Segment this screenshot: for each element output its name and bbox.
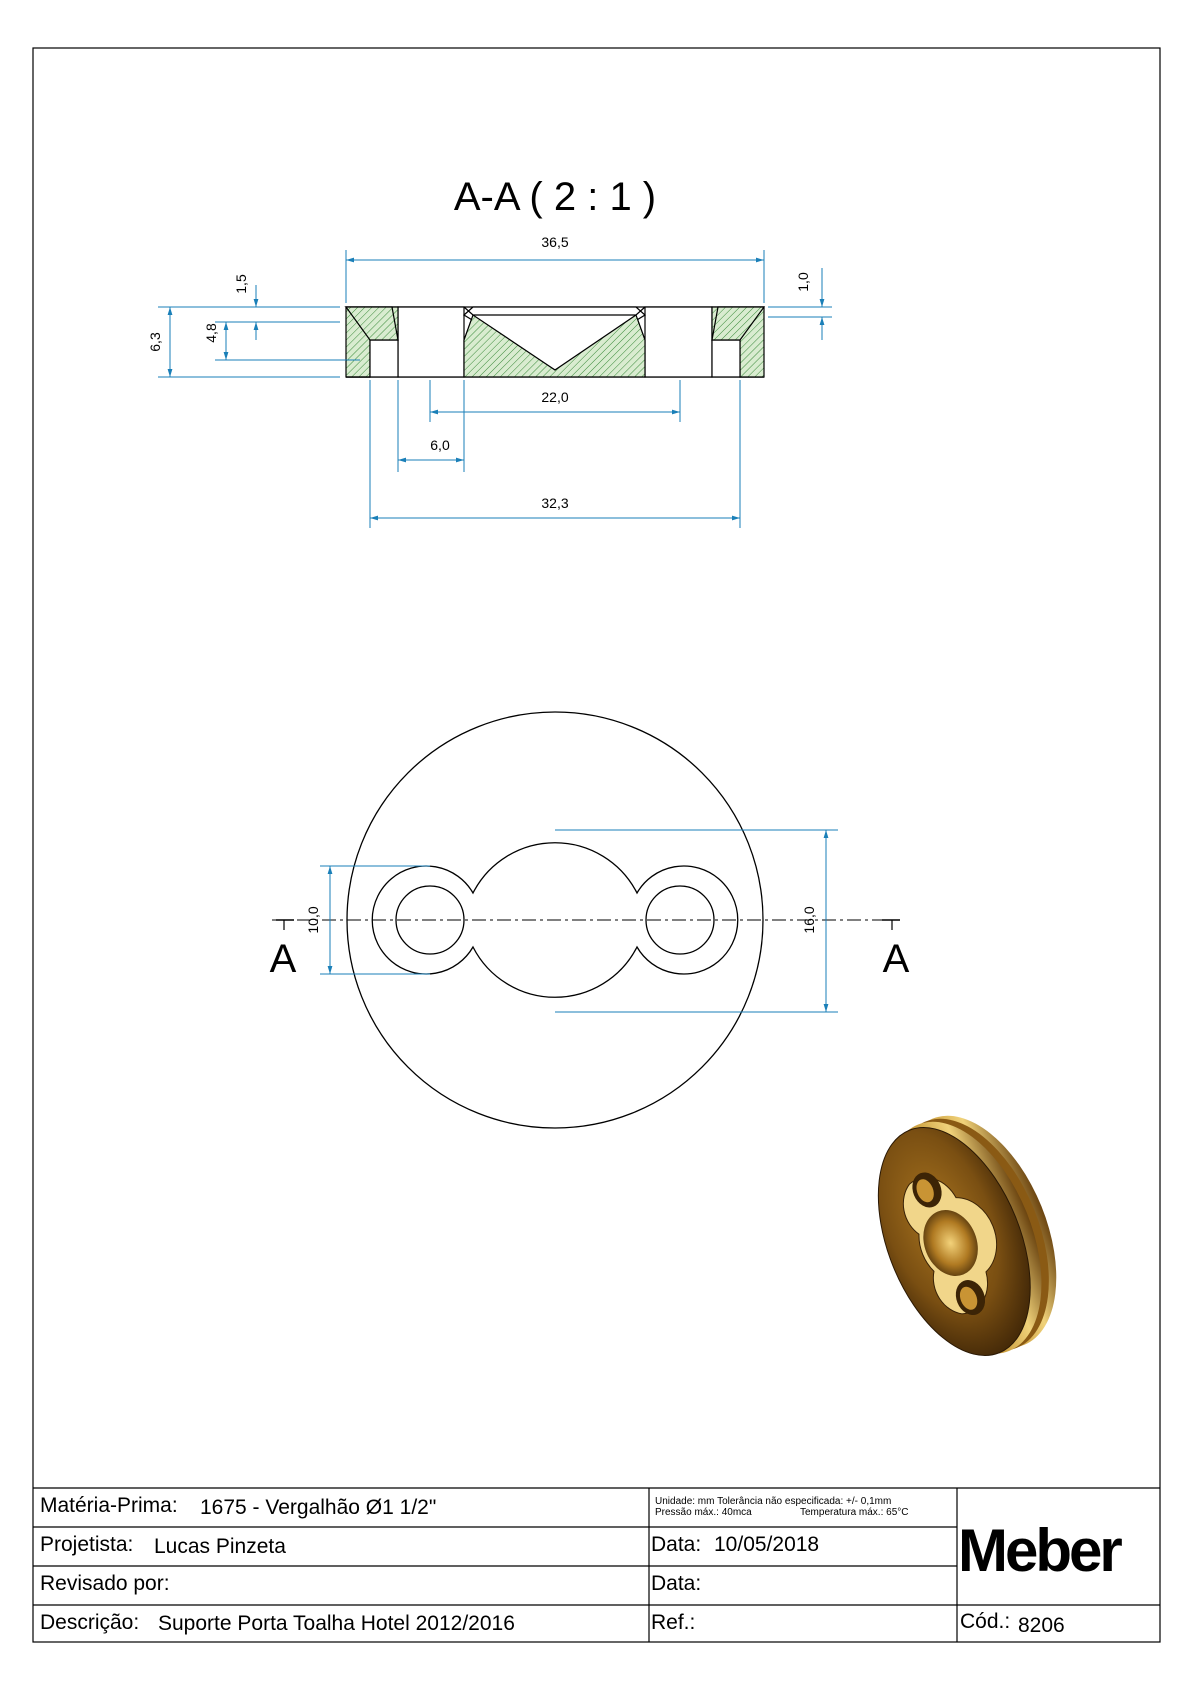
dim-hole-width-label: 6,0 [430,437,450,453]
plan-view [270,712,910,1128]
dim-total-height-label: 6,3 [147,332,163,352]
dim-overall-width-label: 36,5 [541,234,569,250]
isometric-render [847,1093,1087,1379]
dim-top-step-left-label: 1,5 [233,274,249,294]
ref-label: Ref.: [651,1611,696,1634]
dim-total-height [158,307,340,377]
material-value: 1675 - Vergalhão Ø1 1/2" [200,1496,437,1519]
dim-center-width-label: 22,0 [541,389,569,405]
description-label: Descrição: [40,1611,140,1634]
cut-label-left: A [269,937,297,981]
notes-line-2a: Pressão máx.: 40mca [655,1507,752,1518]
dim-center-dia-label: 16,0 [801,906,817,934]
date2-label: Data: [651,1572,702,1595]
designer-label: Projetista: [40,1533,134,1556]
sheet-border [33,48,1160,1642]
dim-hole-width [398,380,464,472]
cut-label-right: A [882,937,910,981]
description-value: Suporte Porta Toalha Hotel 2012/2016 [158,1612,515,1635]
dim-hole-outer-label: 10,0 [305,906,321,934]
dim-base-width-label: 32,3 [541,495,569,511]
code-label: Cód.: [960,1610,1011,1633]
notes-line-2b: Temperatura máx.: 65°C [800,1507,909,1518]
dim-top-step-left [248,285,340,340]
date1-label: Data: [651,1533,702,1556]
reviewed-label: Revisado por: [40,1572,170,1595]
section-view [147,175,832,528]
code-value: 8206 [1018,1614,1065,1637]
dim-top-step-right-label: 1,0 [795,272,811,292]
material-label: Matéria-Prima: [40,1494,178,1517]
dim-center-dia [555,830,838,1012]
brand-logo: Meber [958,1517,1120,1584]
dim-overall-width [346,250,764,303]
section-cavities [346,307,764,377]
date1-value: 10/05/2018 [714,1533,820,1556]
notes-line-1: Unidade: mm Tolerância não especificada: +/- 0,1mm [655,1496,892,1507]
dim-inner-height-label: 4,8 [203,323,219,343]
section-title: A-A ( 2 : 1 ) [453,175,657,219]
dim-inner-height [215,322,360,360]
designer-value: Lucas Pinzeta [154,1535,286,1558]
